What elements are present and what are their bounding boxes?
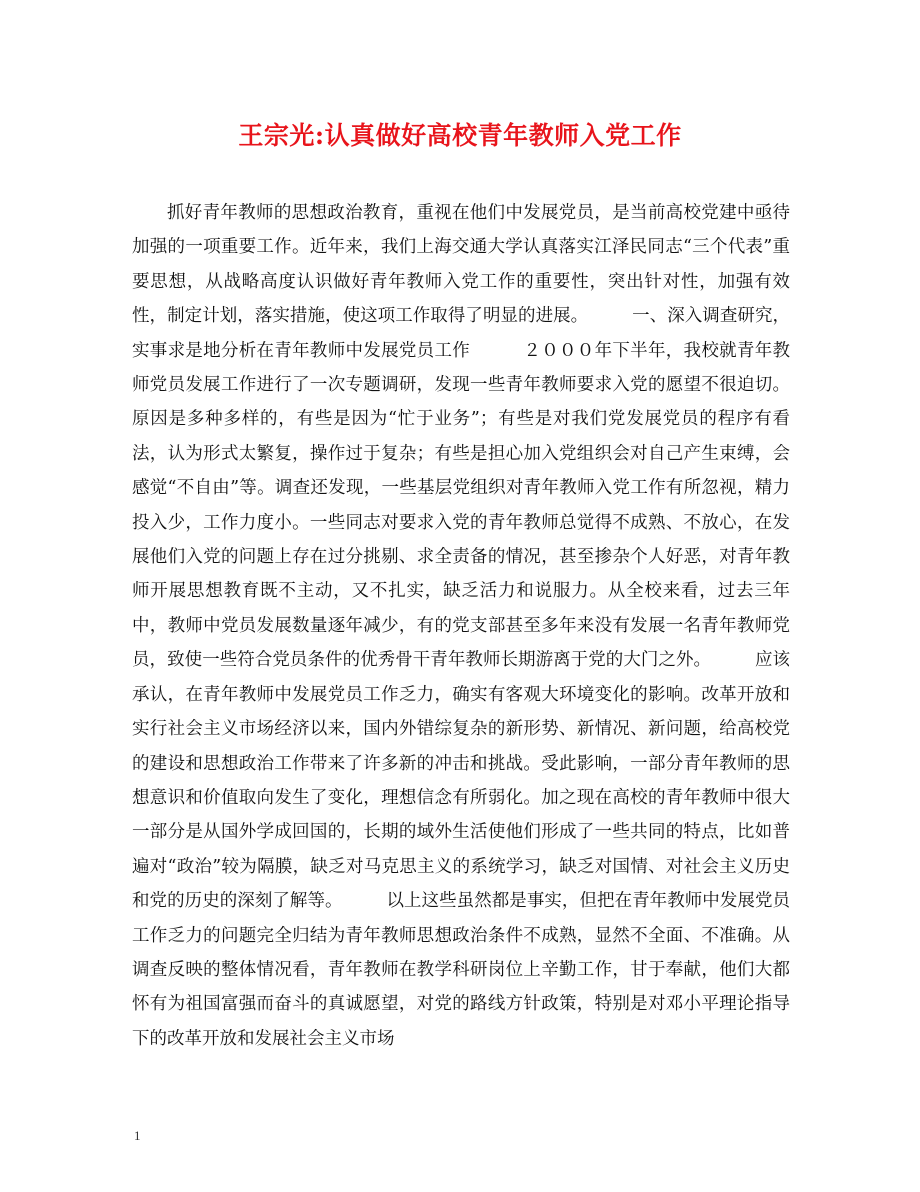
page-number: 1 [134,1128,141,1143]
document-title: 王宗光:认真做好高校青年教师入党工作 [238,121,682,150]
document-body [132,196,790,1056]
body-paragraph: 抓好青年教师的思想政治教育，重视在他们中发展党员，是当前高校党建中亟待加强的一项重要工作。近年来，我们上海交通大学认真落实江泽民同志“三个代表”重要思想，从战略高度认识做好青年教师入党工作的重要性，突出针对性，加强有效性，制定计划，落实措施，使这项工作取得了明显的进展。 一、深入调查研究，实事求是地分析在青年教师中发展党员工作 ２０００年下半年，我校就青年教师党员发展工作进行了一次专题调研，发现一些青年教师要求入党的愿望不很迫切。原因是多种多样的，有些是因为“忙于业务”；有些是对我们党发展党员的程序有看法，认为形式太繁复，操作过于复杂；有些是担心加入党组织会对自己产生束缚，会感觉“不自由”等。调查还发现，一些基层党组织对青年教师入党工作有所忽视，精力投入少，工作力度小。一些同志对要求入党的青年教师总觉得不成熟、不放心，在发展他们入党的问题上存在过分挑剔、求全责备的情况，甚至掺杂个人好恶，对青年教师开展思想教育既不主动，又不扎实，缺乏活力和说服力。从全校来看，过去三年中，教师中党员发展数量逐年减少，有的党支部甚至多年来没有发展一名青年教师党员，致使一些符合党员条件的优秀骨干青年教师长期游离于党的大门之外。 应该承认，在青年教师中发展党员工作乏力，确实有客观大环境变化的影响。改革开放和实行社会主义市场经济以来，国内外错综复杂的新形势、新情况、新问题，给高校党的建设和思想政治工作带来了许多新的冲击和挑战。受此影响，一部分青年教师的思想意识和价值取向发生了变化，理想信念有所弱化。加之现在高校的青年教师中很大一部分是从国外学成回国的，长期的域外生活使他们形成了一些共同的特点，比如普遍对“政治”较为隔膜，缺乏对马克思主义的系统学习，缺乏对国情、对社会主义历史和党的历史的深刻了解等。 以上这些虽然都是事实，但把在青年教师中发展党员工作乏力的问题完全归结为青年教师思想政治条件不成熟，显然不全面、不准确。从调查反映的整体情况看，青年教师在教学科研岗位上辛勤工作，甘于奉献，他们大都怀有为祖国富强而奋斗的真诚愿望，对党的路线方针政策，特别是对邓小平理论指导下的改革开放和发展社会主义市场 [132,203,790,1049]
